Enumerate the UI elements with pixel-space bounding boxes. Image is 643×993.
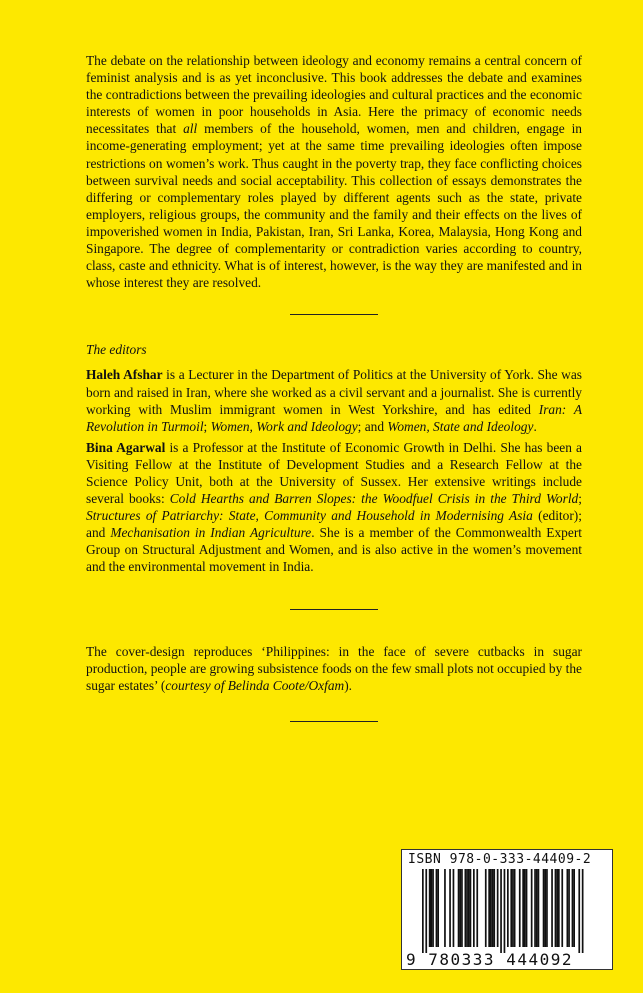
barcode-guard-bar — [425, 869, 427, 953]
barcode-bar — [534, 869, 536, 947]
editor-bio-text: is a Professor at the Institute of Economic Growth in Delhi. She has been a Visiting Fellow at the Institute of Development Studies and a Research Fellow at the Science Policy Unit, both at the University of Sussex. Her extensive writings include several books: — [86, 439, 582, 507]
book-title: Cold Hearths and Barren Slopes: the Woodfuel Crisis in the Third World — [169, 491, 579, 507]
book-description — [86, 52, 582, 291]
barcode-bar — [514, 869, 516, 947]
cover-design-note — [86, 643, 582, 694]
description-text-2: members of the household, women, men and children, engage in income-generating employment; yet at the same time prevailing ideologies often impose restrictions on women’s work. Thus caught in the poverty trap, they face conflicting choices between survival needs and social acceptability. This collection of essays demonstrates the differing or complementary roles played by different agents such as the state, private employers, religious groups, the community and the family and their effects on the lives of impoverished women in India, Pakistan, Iran, Sri Lanka, Korea, Malaysia, Hong Kong and Singapore. The degree of complementarity or contradiction varies according to country, class, caste and ethnicity. What is of interest, however, is the way they are manifested and in whose interest they are resolved. — [86, 121, 582, 291]
book-title: Women, State and Ideology — [387, 418, 534, 434]
barcode-bar — [522, 869, 524, 947]
barcode-bar — [485, 869, 487, 947]
barcode-bar — [543, 869, 545, 947]
barcode-bar — [561, 869, 563, 947]
barcode-bar — [507, 869, 509, 947]
barcode-bar — [488, 869, 490, 947]
section-divider — [290, 314, 378, 315]
barcode-bar — [538, 869, 540, 947]
barcode-bars — [406, 869, 608, 953]
separator: ; — [578, 491, 582, 507]
barcode-bar — [465, 869, 467, 947]
back-cover-text — [86, 52, 582, 722]
barcode-bar — [558, 869, 560, 947]
separator: ; — [203, 418, 211, 434]
isbn-label: ISBN 978-0-333-44409-2 — [408, 852, 592, 867]
barcode-bar — [473, 869, 475, 947]
barcode-bar — [524, 869, 526, 947]
editor-name: Haleh Afshar — [86, 367, 163, 383]
barcode-bar — [519, 869, 521, 947]
barcode-bar — [556, 869, 558, 947]
barcode-bar — [531, 869, 533, 947]
editor-bio-text: is a Lecturer in the Department of Politics at the University of York. She was born and raised in Iran, where she worked as a civil servant and a journalist. She is currently working with Muslim immigrant women in West Yorkshire, and has edited — [86, 367, 582, 417]
editor-name: Bina Agarwal — [86, 439, 166, 455]
description-emphasis: all — [183, 121, 198, 137]
section-divider — [290, 609, 378, 610]
book-title: Iran: A Revolution in Turmoil — [86, 401, 582, 434]
barcode-bar — [573, 869, 575, 947]
barcode-bar — [466, 869, 468, 947]
barcode-bar — [568, 869, 570, 947]
barcode-bar — [546, 869, 548, 947]
barcode-guard-bar — [422, 869, 424, 953]
barcode-bar — [493, 869, 495, 947]
barcode-bar — [459, 869, 461, 947]
barcode-guard-bar — [582, 869, 584, 953]
book-title: Structures of Patriarchy: State, Community and Household in Modernising Asia — [86, 508, 533, 524]
isbn-barcode — [401, 849, 613, 970]
barcode-bar — [512, 869, 514, 947]
editors-heading: The editors — [86, 342, 147, 358]
barcode-bar — [458, 869, 460, 947]
book-title: Mechanisation in Indian Agriculture — [110, 525, 312, 541]
separator: (editor); and — [86, 508, 582, 541]
barcode-bar — [555, 869, 557, 947]
editor-bio-agarwal — [86, 439, 582, 576]
cover-credit: courtesy of Belinda Coote/Oxfam — [165, 677, 345, 693]
barcode-bar — [470, 869, 472, 947]
barcode-bar — [510, 869, 512, 947]
barcode-bar — [436, 869, 438, 947]
barcode-bar — [551, 869, 553, 947]
separator: ; and — [357, 418, 388, 434]
section-divider — [290, 721, 378, 722]
barcode-bar — [536, 869, 538, 947]
barcode-bar — [429, 869, 431, 947]
barcode-bar — [468, 869, 470, 947]
editor-bio-end: . She is a member of the Commonwealth Expert Group on Structural Adjustment and Women, and is also active in the women’s movement and the environmental movement in India. — [86, 525, 582, 575]
barcode-bar — [572, 869, 574, 947]
description-text-1: The debate on the relationship between ideology and economy remains a central concern of feminist analysis and is as yet inconclusive. This book addresses the debate and examines the contradictions between the prevailing ideologies and cultural practices and the economic interests of women in poor households in Asia. Here the primacy of economic needs necessitates that — [86, 53, 582, 137]
ean-digits: 9 780333 444092 — [406, 950, 573, 969]
editor-bio-end: . — [533, 418, 537, 434]
barcode-bar — [490, 869, 492, 947]
book-title: Women, Work and Ideology — [210, 418, 358, 434]
barcode-guard-bar — [504, 869, 506, 953]
barcode-bar — [476, 869, 478, 947]
barcode-bar — [567, 869, 569, 947]
cover-note-text: The cover-design reproduces ‘Philippines: in the face of severe cutbacks in sugar production, people are growing subsistence foods on the few small plots not occupied by the sugar estates’ ( — [86, 643, 582, 693]
barcode-guard-bar — [578, 869, 580, 953]
barcode-bar — [431, 869, 433, 947]
barcode-bar — [497, 869, 499, 947]
barcode-bar — [453, 869, 455, 947]
barcode-bar — [492, 869, 494, 947]
barcode-bar — [449, 869, 451, 947]
editor-bio-afshar — [86, 366, 582, 434]
barcode-bar — [444, 869, 446, 947]
cover-note-end: ). — [344, 677, 353, 693]
barcode-bar — [461, 869, 463, 947]
barcode-bar — [432, 869, 434, 947]
barcode-guard-bar — [500, 869, 502, 953]
barcode-bar — [526, 869, 528, 947]
barcode-bar — [544, 869, 546, 947]
barcode-bar — [437, 869, 439, 947]
